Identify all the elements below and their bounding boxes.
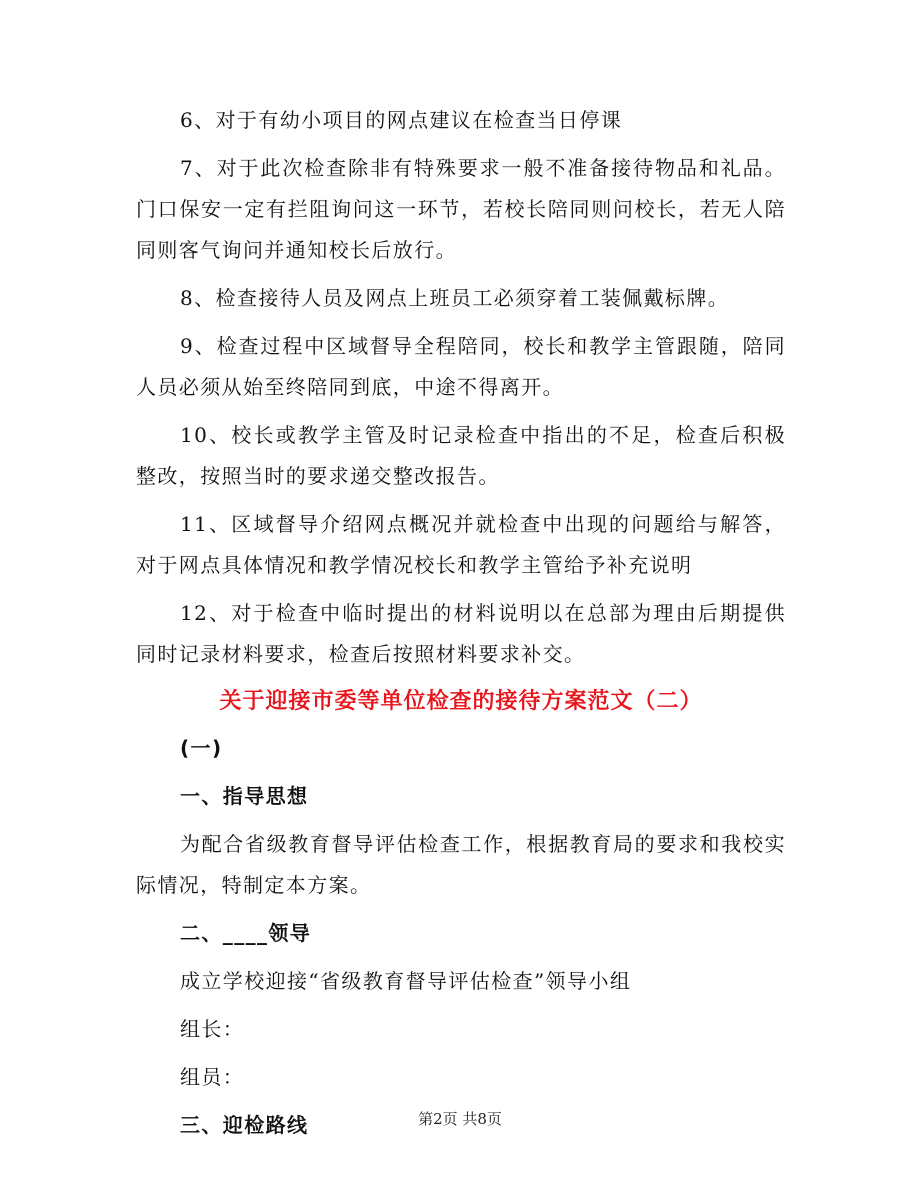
section-title: 关于迎接市委等单位检查的接待方案范文（二）	[219, 689, 703, 714]
list-item: 7、对于此次检查除非有特殊要求一般不准备接待物品和礼品。门口保安一定有拦阻询问这一环节，若校长陪同则问校长，若无人陪同则客气询问并通知校长后放行。	[136, 156, 786, 262]
heading-guiding-ideology: 一、指导思想	[180, 784, 309, 808]
part-label: (一)	[180, 736, 223, 760]
paragraph-leadership-group: 成立学校迎接“省级教育督导评估检查”领导小组	[180, 969, 632, 993]
list-item: 9、检查过程中区域督导全程陪同，校长和教学主管跟随，陪同人员必须从始至终陪同到底，中途不得离开。	[136, 334, 786, 399]
member-label: 组员：	[180, 1065, 245, 1089]
list-item: 12、对于检查中临时提出的材料说明以在总部为理由后期提供同时记录材料要求，检查后按照材料要求补交。	[136, 601, 786, 666]
list-item: 10、校长或教学主管及时记录检查中指出的不足，检查后积极整改，按照当时的要求递交整改报告。	[136, 423, 786, 488]
paragraph-purpose: 为配合省级教育督导评估检查工作，根据教育局的要求和我校实际情况，特制定本方案。	[136, 832, 786, 897]
heading-leadership: 二、____领导	[180, 921, 312, 945]
list-item: 11、区域督导介绍网点概况并就检查中出现的问题给与解答，对于网点具体情况和教学情况校长和教学主管给予补充说明	[136, 512, 786, 577]
document-body	[136, 100, 786, 1153]
heading-inspection-route: 三、迎检路线	[180, 1113, 309, 1137]
list-item: 8、检查接待人员及网点上班员工必须穿着工装佩戴标牌。	[180, 286, 730, 310]
list-item: 6、对于有幼小项目的网点建议在检查当日停课	[180, 108, 623, 132]
page-number: 第2页 共8页	[418, 1110, 502, 1128]
leader-label: 组长：	[180, 1017, 245, 1041]
